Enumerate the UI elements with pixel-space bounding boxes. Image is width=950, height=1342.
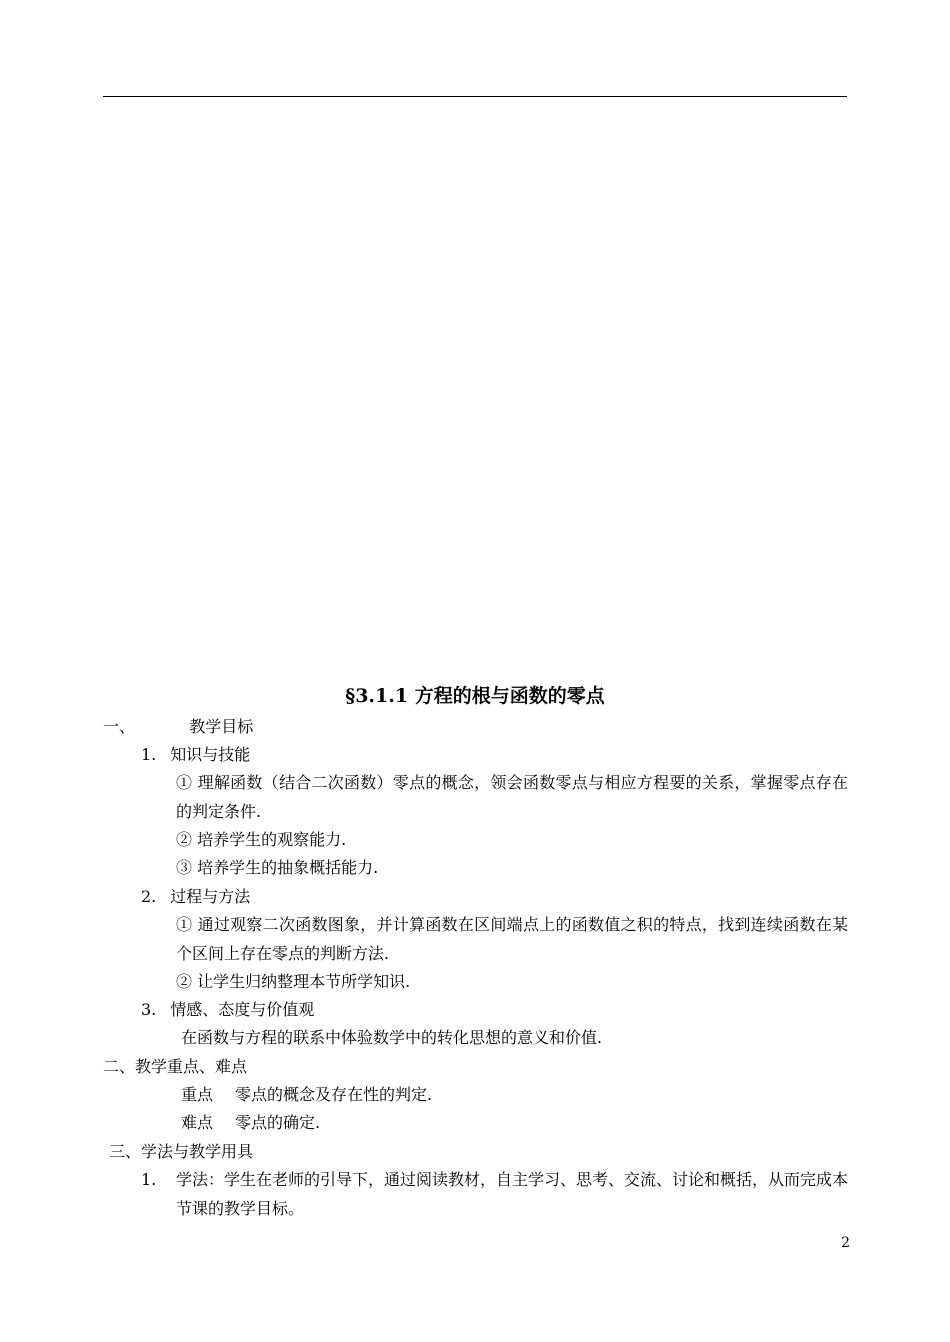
heading-1-3 <box>141 996 314 1024</box>
heading-1-2-number: 2. <box>141 887 157 906</box>
objective-1-2-a: ① 通过观察二次函数图象，并计算函数在区间端点上的函数值之积的特点，找到连续函数在某个区间上存在零点的判断方法. <box>176 915 848 963</box>
heading-1-3-label: 情感、态度与价值观 <box>170 1000 315 1019</box>
heading-1-2-label: 过程与方法 <box>170 887 251 906</box>
key-point <box>181 1081 432 1109</box>
difficult-point-text: 零点的确定. <box>235 1113 321 1132</box>
heading-1 <box>103 713 253 741</box>
difficult-point <box>181 1109 320 1137</box>
heading-1-2 <box>141 883 250 911</box>
heading-1-1-label: 知识与技能 <box>170 745 251 764</box>
heading-1-label: 教学目标 <box>189 717 254 736</box>
key-point-label: 重点 <box>181 1085 214 1104</box>
method-3-1-text: 学法：学生在老师的引导下，通过阅读教材，自主学习、思考、交流、讨论和概括，从而完成本节课的教学目标。 <box>176 1170 849 1218</box>
difficult-point-label: 难点 <box>181 1113 214 1132</box>
heading-2: 二、教学重点、难点 <box>103 1057 248 1076</box>
key-point-text: 零点的概念及存在性的判定. <box>235 1085 433 1104</box>
objective-1-1-c: ③ 培养学生的抽象概括能力. <box>176 858 379 877</box>
heading-3: 三、学法与教学用具 <box>109 1142 254 1161</box>
heading-1-number: 一、 <box>103 717 136 736</box>
objective-1-1-a: ① 理解函数（结合二次函数）零点的概念，领会函数零点与相应方程要的关系，掌握零点存在的判定条件. <box>176 773 848 821</box>
objective-1-3-a: 在函数与方程的联系中体验数学中的转化思想的意义和价值. <box>181 1028 603 1047</box>
heading-3-1-number: 1. <box>141 1170 157 1189</box>
objective-1-2-b: ② 让学生归纳整理本节所学知识. <box>176 972 411 991</box>
section-title: §3.1.1 方程的根与函数的零点 <box>345 685 605 707</box>
page-number: 2 <box>841 1235 850 1251</box>
objective-1-1-b: ② 培养学生的观察能力. <box>176 830 347 849</box>
heading-1-3-number: 3. <box>141 1000 157 1019</box>
heading-1-1 <box>141 741 250 769</box>
heading-1-1-number: 1. <box>141 745 157 764</box>
header-rule <box>103 96 847 97</box>
